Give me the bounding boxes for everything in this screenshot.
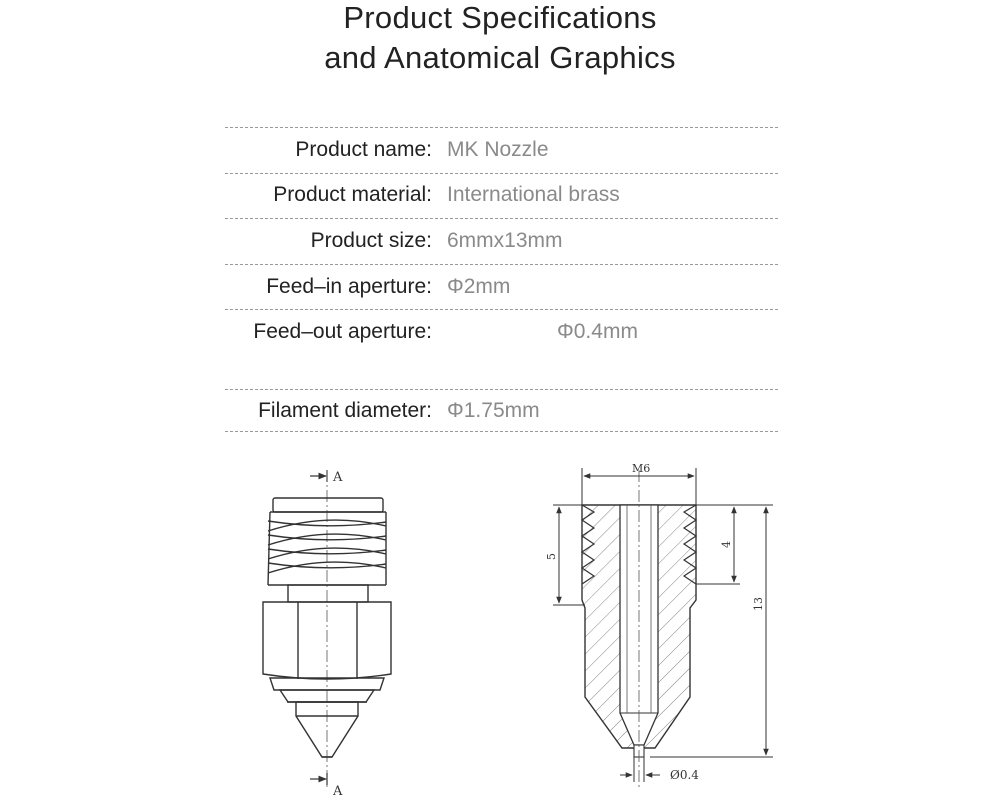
spec-label-material: Product material:: [273, 183, 432, 206]
dim-thread-left: 5: [545, 553, 558, 560]
page-title-line-1: Product Specifications: [343, 0, 657, 35]
thread-label: M6: [632, 462, 651, 475]
spec-label-product-name: Product name:: [295, 138, 432, 161]
spec-label-filament: Filament diameter:: [258, 399, 432, 422]
spec-value-feed-out: Φ0.4mm: [557, 320, 638, 343]
spec-value-size: 6mmx13mm: [447, 229, 563, 252]
spec-value-material: International brass: [447, 183, 620, 206]
page-title-line-2: and Anatomical Graphics: [324, 40, 676, 75]
spec-label-feed-in: Feed–in aperture:: [266, 275, 432, 298]
spec-label-feed-out: Feed–out aperture:: [253, 320, 432, 343]
nozzle-exterior-view: [263, 470, 391, 790]
dim-outlet-diameter: Ø0.4: [670, 768, 699, 782]
spec-value-filament: Φ1.75mm: [447, 399, 540, 422]
section-mark-bottom: A: [333, 784, 343, 799]
section-mark-top: A: [333, 470, 343, 485]
spec-label-size: Product size:: [310, 229, 432, 252]
spec-value-product-name: MK Nozzle: [447, 138, 549, 161]
spec-value-feed-in: Φ2mm: [447, 275, 511, 298]
dim-total-length: 13: [752, 597, 765, 611]
nozzle-section-view: [582, 470, 696, 790]
dim-thread-right: 4: [720, 541, 733, 548]
